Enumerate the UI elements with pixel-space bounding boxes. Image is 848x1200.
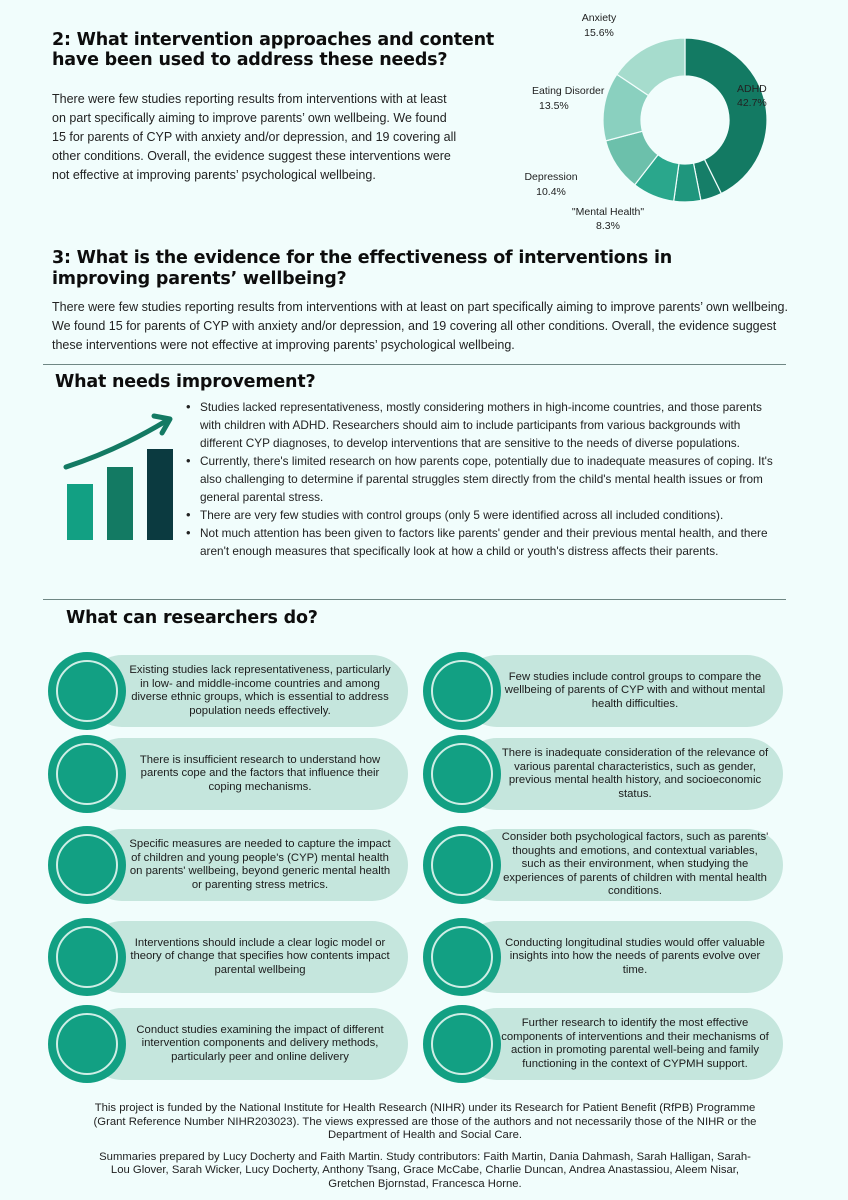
recommendation-card xyxy=(423,738,783,810)
list-item: • Currently, there's limited research on how parents cope, potentially due to inadequate measures of coping. It's also challenging to determine if parental struggles stem directly from the child's mental health issues or from general parental stress. xyxy=(186,453,773,504)
credits-statement: Summaries prepared by Lucy Docherty and Faith Martin. Study contributors: Faith Martin, Dania Dahmash, Sarah Halligan, Sarah-Lou Glover, Sarah Wicker, Lucy Docherty, Anthony Tsang, Grace McCabe, Charlie Duncan, Andrea Anastassiou, Aleem Nisar, Gretchen Bjornstad, Francesca Horne. xyxy=(99,1150,751,1190)
recommendation-card xyxy=(423,655,783,727)
circle-icon xyxy=(423,652,501,730)
card-text: Conduct studies examining the impact of different intervention components and delivery methods, particularly peer and online delivery xyxy=(136,1023,384,1063)
recommendation-card xyxy=(48,829,408,901)
card-text: Consider both psychological factors, such as parents' thoughts and emotions, and contextual variables, such as their environment, when studying the experiences of parents of children with mental health conditions. xyxy=(501,831,769,898)
recommendation-card xyxy=(48,921,408,993)
card-text: Interventions should include a clear logic model or theory of change that specifies how contents impact parental wellbeing xyxy=(130,936,390,976)
circle-icon xyxy=(48,652,126,730)
bullet-icon: • xyxy=(186,453,191,468)
recommendation-card xyxy=(48,655,408,727)
circle-icon xyxy=(48,826,126,904)
bullet-icon: • xyxy=(186,525,191,540)
list-item: • There are very few studies with control groups (only 5 were identified across all included conditions). xyxy=(186,507,724,522)
legend-label-adhd: ADHD 42.7% xyxy=(737,83,767,109)
legend-label-mental-health: "Mental Health" 8.3% xyxy=(571,206,645,232)
recommendation-card xyxy=(48,1008,408,1080)
circle-icon xyxy=(423,1005,501,1083)
card-text: Existing studies lack representativeness, particularly in low- and middle-income countries and among diverse ethnic groups, which is essential to address population needs effectively. xyxy=(129,664,391,717)
bullet-icon: • xyxy=(186,507,191,522)
recommendation-card xyxy=(423,829,783,901)
section-3-text: There were few studies reporting results from interventions with at least on part specifically aiming to improve parents’ own wellbeing. We found 15 for parents of CYP with anxiety and/or depression, and 19 covering all other conditions. Overall, the evidence suggest these interventions were not effective at improving parents’ psychological wellbeing. xyxy=(52,300,788,352)
growth-bar-chart-icon xyxy=(60,412,180,542)
footer xyxy=(90,1102,760,1199)
circle-icon xyxy=(48,918,126,996)
recommendation-card xyxy=(48,738,408,810)
section-divider xyxy=(43,364,786,365)
circle-icon xyxy=(423,918,501,996)
card-text: There is insufficient research to understand how parents cope and the factors that influence their coping mechanisms. xyxy=(139,753,381,793)
recommendation-card xyxy=(423,921,783,993)
section-divider xyxy=(43,599,786,600)
list-item: • Not much attention has been given to factors like parents' gender and their previous mental health, and there aren't enough measures that specifically look at how a child or youth's distress affects their parents. xyxy=(186,525,768,558)
circle-icon xyxy=(423,826,501,904)
circle-icon xyxy=(423,735,501,813)
condition-donut-chart xyxy=(524,10,840,232)
funding-statement: This project is funded by the National Institute for Health Research (NIHR) under its Research for Patient Benefit (RfPB) Programme (Grant Reference Number NIHR203023). The views expressed are those of the authors and not necessarily those of the NIHR or the Department of Health and Social Care. xyxy=(93,1102,757,1141)
needs-improvement-list xyxy=(182,398,782,560)
card-text: Further research to identify the most effective components of interventions and their mechanisms of action in promoting parental well-being and family functioning in the context of CYPMH support. xyxy=(501,1017,769,1070)
card-text: There is inadequate consideration of the relevance of various parental characteristics, such as gender, previous mental health history, and socioeconomic status. xyxy=(501,747,769,800)
recommendation-card xyxy=(423,1008,783,1080)
legend-label-anxiety: Anxiety 15.6% xyxy=(581,12,617,39)
section-3-title: 3: What is the evidence for the effectiveness of interventions in improving parents’ wellbeing? xyxy=(52,248,673,289)
section-2-title: 2: What intervention approaches and content have been used to address these needs? xyxy=(52,30,495,70)
card-text: Specific measures are needed to capture the impact of children and young people's (CYP) mental health on parents' wellbeing, beyond generic mental health or parenting stress metrics. xyxy=(129,838,391,891)
needs-improvement-title: What needs improvement? xyxy=(55,372,316,392)
list-item: • Studies lacked representativeness, mostly considering mothers in high-income countries, and those parents with children with ADHD. Researchers should aim to include participants from various backgrounds with different CYP diagnoses, to develop interventions that are sensitive to the needs of diverse populations. xyxy=(186,399,762,450)
card-text: Conducting longitudinal studies would offer valuable insights into how the needs of parents evolve over time. xyxy=(505,936,765,976)
bullet-icon: • xyxy=(186,399,191,414)
legend-label-eating-disorder: Eating Disorder 13.5% xyxy=(532,85,605,112)
legend-label-depression: Depression 10.4% xyxy=(524,171,578,198)
circle-icon xyxy=(48,1005,126,1083)
circle-icon xyxy=(48,735,126,813)
researchers-title: What can researchers do? xyxy=(66,608,318,628)
card-text: Few studies include control groups to compare the wellbeing of parents of CYP with and without mental health difficulties. xyxy=(504,670,766,710)
section-2-text: There were few studies reporting results from interventions with at least on part specifically aiming to improve parents’ own wellbeing. We found 15 for parents of CYP with anxiety and/or depression, and 19 covering all other conditions. Overall, the evidence suggest these interventions were not effective at improving parents’ psychological wellbeing. xyxy=(52,92,457,182)
